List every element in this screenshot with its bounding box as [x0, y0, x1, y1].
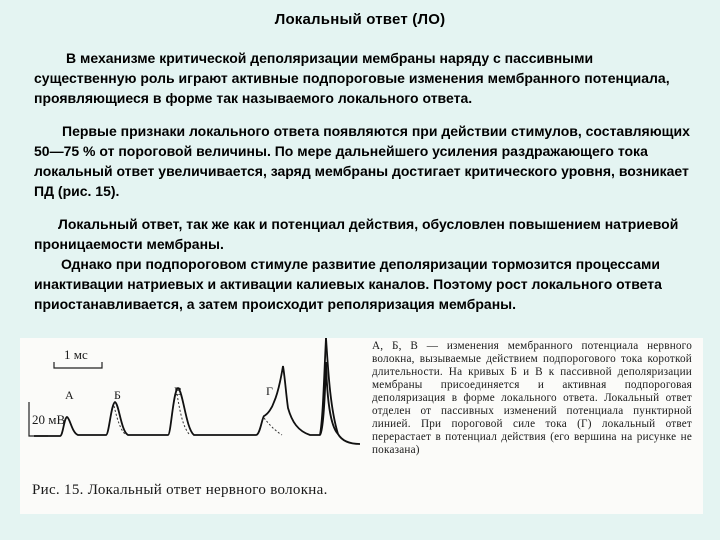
paragraph-first-signs: Первые признаки локального ответа появляются при действии стимулов, составляющих 50—75 % от пороговой величины. По мере дальнейшего усиления раздражающего тока локальный ответ увеличивается, заряд мембраны достигает критического уровня, возникает ПД (рис. 15).: [34, 123, 690, 199]
curve-label-g: Г: [266, 384, 273, 398]
figure-legend: А, Б, В — изменения мембранного потенциала нервного волокна, вызываемые действием подпорогового тока короткой длительности. На кривых Б и В к пассивной деполяризации мембраны присоединяется и активная подпороговая деполяризация в форме локального ответа. Локальный ответ отделен от пассивных изменений потенциала пунктирной линией. При пороговой силе тока (Г) локальный ответ перерастает в потенциал действия (его вершина на рисунке не показана): [372, 340, 692, 456]
slide-title: Локальный ответ (ЛО): [274, 11, 446, 28]
body-text: [34, 48, 694, 314]
curve-label-v: В: [174, 384, 183, 398]
paragraph-mechanism: В механизме критической деполяризации мембраны наряду с пассивными существенную роль играют активные подпороговые изменения мембранного потенциала, проявляющиеся в форме так называемого локального ответа.: [34, 50, 670, 106]
time-scale-bar: [54, 362, 102, 368]
action-potential-fall: [326, 338, 360, 444]
passive-component-g: [264, 418, 282, 435]
passive-component-v: [177, 394, 190, 435]
time-scale-label: 1 мс: [64, 347, 88, 362]
figure-caption: Рис. 15. Локальный ответ нервного волокна.: [32, 482, 328, 498]
paragraph-sodium: Локальный ответ, так же как и потенциал действия, обусловлен повышением натриевой проницаемости мембраны.: [34, 216, 679, 252]
curve-label-a: А: [65, 388, 74, 402]
figure-local-response: [20, 338, 703, 514]
voltage-scale-label: 20 мВ: [32, 412, 66, 427]
curve-label-b: Б: [114, 388, 121, 402]
paragraph-subthreshold: Однако при подпороговом стимуле развитие деполяризации тормозится процессами инактивации натриевых и активации калиевых каналов. Поэтому рост локального ответа приостанавливается, а затем происходит реполяризация мембраны.: [34, 256, 662, 312]
membrane-potential-trace: [34, 362, 338, 436]
